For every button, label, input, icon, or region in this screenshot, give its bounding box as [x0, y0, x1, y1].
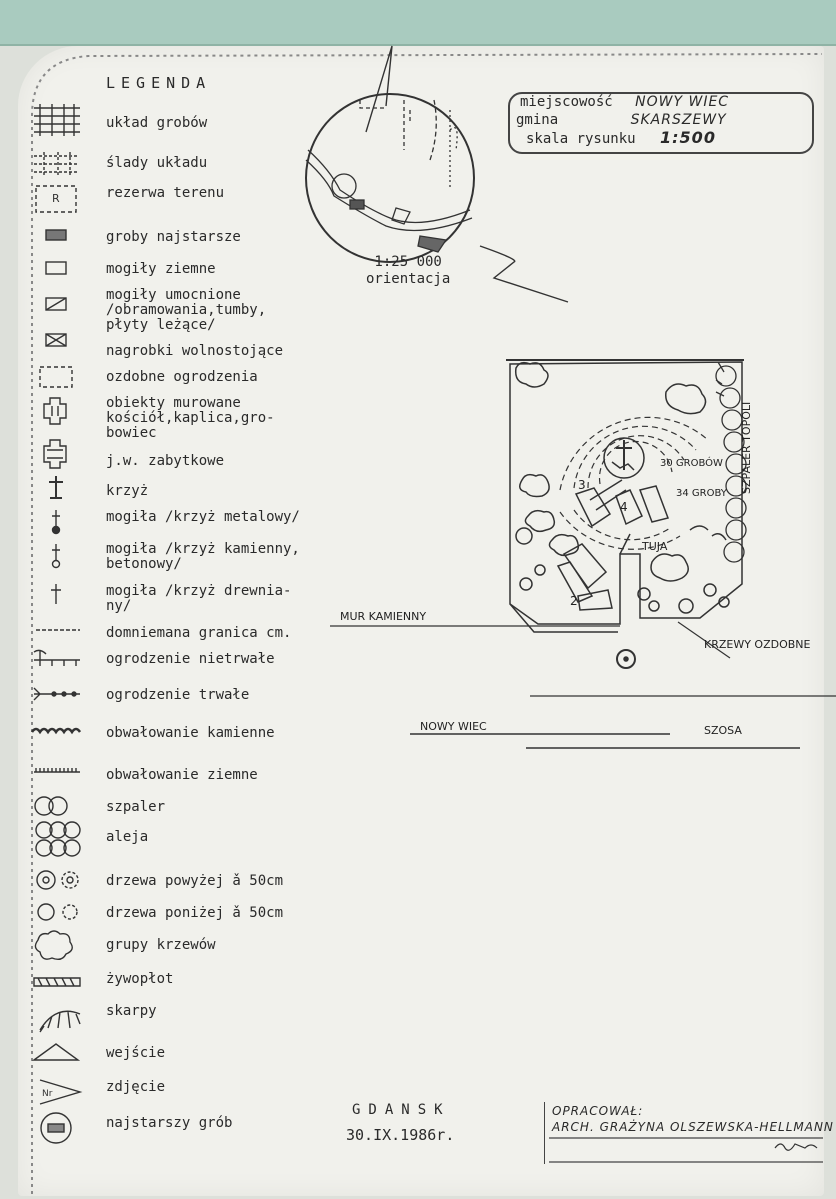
orientation-scale: 1:25 000	[374, 254, 442, 270]
author-name: ARCH. GRAŻYNA OLSZEWSKA-HELLMANN	[552, 1120, 834, 1134]
orientation-caption	[366, 254, 450, 288]
legend-item-label: drzewa powyżej ǎ 50cm	[106, 873, 284, 889]
legend-item-label: aleja	[106, 829, 149, 845]
label-village: NOWY WIEC	[420, 720, 487, 733]
legend-item-label: domniemana granica cm.	[106, 625, 292, 641]
hedge-icon	[34, 978, 80, 986]
legend-item-label: obwałowanie kamienne	[106, 725, 275, 741]
masonry-object-icon	[44, 398, 66, 424]
svg-text:R: R	[52, 192, 60, 205]
orientation-label: orientacja	[366, 271, 451, 287]
legend-item-label: zdjęcie	[106, 1079, 166, 1095]
legend-item-label: nagrobki wolnostojące	[106, 343, 284, 359]
oldest-graves-icon	[46, 230, 66, 240]
temporary-fence-icon	[34, 650, 80, 666]
legend-item-label: żywopłot	[106, 971, 174, 987]
legend-item-label: ozdobne ogrodzenia	[106, 369, 258, 385]
slope-icon	[40, 1011, 80, 1032]
commune-label: gmina	[516, 112, 559, 128]
legend-item-label: mogiły ziemne	[106, 261, 216, 277]
tree-row-icon	[35, 797, 67, 815]
legend-item-label: ogrodzenie nietrwałe	[106, 651, 275, 667]
legend-item-label: obiekty murowane kościół,kaplica,gro- bowiec	[106, 395, 275, 441]
label-34-graves: 34 GROBY	[676, 488, 727, 499]
legend-item-label: grupy krzewów	[106, 937, 216, 953]
entrance-icon	[34, 1044, 78, 1060]
legend-item-label: obwałowanie ziemne	[106, 767, 258, 783]
legend-item-label: groby najstarsze	[106, 229, 241, 245]
legend-item-label: mogiła /krzyż drewnia- ny/	[106, 583, 292, 614]
decorative-fence-icon	[40, 367, 72, 387]
legend-item-label: krzyż	[106, 483, 149, 499]
legend-title: LEGENDA	[106, 74, 212, 92]
footer-date: 30.IX.1986r.	[346, 1126, 455, 1144]
historic-object-icon	[44, 440, 66, 468]
legend-item-label: skarpy	[106, 1003, 157, 1019]
legend-symbols	[0, 0, 110, 1199]
scale-value: 1:500	[660, 128, 716, 147]
locality-label: miejscowość	[520, 94, 613, 110]
legend-item-label: wejście	[106, 1045, 166, 1061]
stone-cross-icon	[52, 544, 60, 568]
metal-cross-icon	[52, 510, 60, 534]
permanent-fence-icon	[34, 688, 80, 700]
legend-item-label: układ grobów	[106, 115, 208, 131]
label-num-2: 2	[570, 594, 578, 608]
locality-value: NOWY WIEC	[635, 94, 730, 110]
footer-city: GDANSK	[352, 1102, 451, 1118]
earth-embankment-icon	[34, 768, 80, 772]
label-stone-wall: MUR KAMIENNY	[340, 610, 427, 623]
label-num-4: 4	[620, 500, 628, 514]
label-30-graves: 30 GROBÓW	[660, 458, 723, 469]
legend-item-label: ślady układu	[106, 155, 208, 171]
cross-icon	[49, 476, 63, 498]
legend-item-label: drzewa poniżej ǎ 50cm	[106, 905, 284, 921]
label-poplar-row: SZPALER TOPOLI	[740, 401, 753, 494]
wooden-cross-icon	[51, 584, 61, 604]
commune-value: SKARSZEWY	[630, 112, 727, 128]
small-trees-icon	[38, 904, 77, 920]
large-trees-icon	[37, 871, 78, 889]
north-arrow-icon	[366, 46, 392, 132]
svg-text:Nr: Nr	[42, 1089, 53, 1099]
scale-label: skala rysunku	[526, 131, 636, 147]
earth-grave-icon	[46, 262, 66, 274]
signature-icon	[775, 1144, 817, 1150]
legend-item-label: szpaler	[106, 799, 166, 815]
legend-item-label: najstarszy grób	[106, 1115, 233, 1131]
reinforced-grave-icon	[46, 298, 66, 310]
grave-layout-icon	[34, 104, 80, 136]
legend-item-label: rezerwa terenu	[106, 185, 225, 201]
avenue-icon	[36, 822, 80, 856]
label-tuja: TUJA	[642, 540, 668, 553]
freestanding-tombstone-icon	[46, 334, 66, 346]
legend-item-label: mogiły umocnione /obramowania,tumby, płyty leżące/	[106, 287, 267, 333]
legend-item-label: mogiła /krzyż kamienny, betonowy/	[106, 541, 300, 572]
stone-embankment-icon	[32, 729, 80, 732]
photo-icon	[40, 1080, 80, 1104]
label-road: SZOSA	[704, 724, 742, 737]
oldest-grave-icon	[41, 1113, 71, 1143]
prepared-label: OPRACOWAŁ:	[552, 1104, 644, 1118]
shrub-group-icon	[35, 931, 72, 959]
legend-item-label: ogrodzenie trwałe	[106, 687, 250, 703]
legend-item-label: j.w. zabytkowe	[106, 453, 225, 469]
site-plan	[330, 340, 836, 770]
reserve-area-icon	[36, 186, 76, 212]
layout-traces-icon	[34, 152, 78, 176]
label-num-3: 3	[578, 478, 586, 492]
legend-item-label: mogiła /krzyż metalowy/	[106, 509, 300, 525]
label-shrubs: KRZEWY OZDOBNE	[704, 638, 811, 651]
